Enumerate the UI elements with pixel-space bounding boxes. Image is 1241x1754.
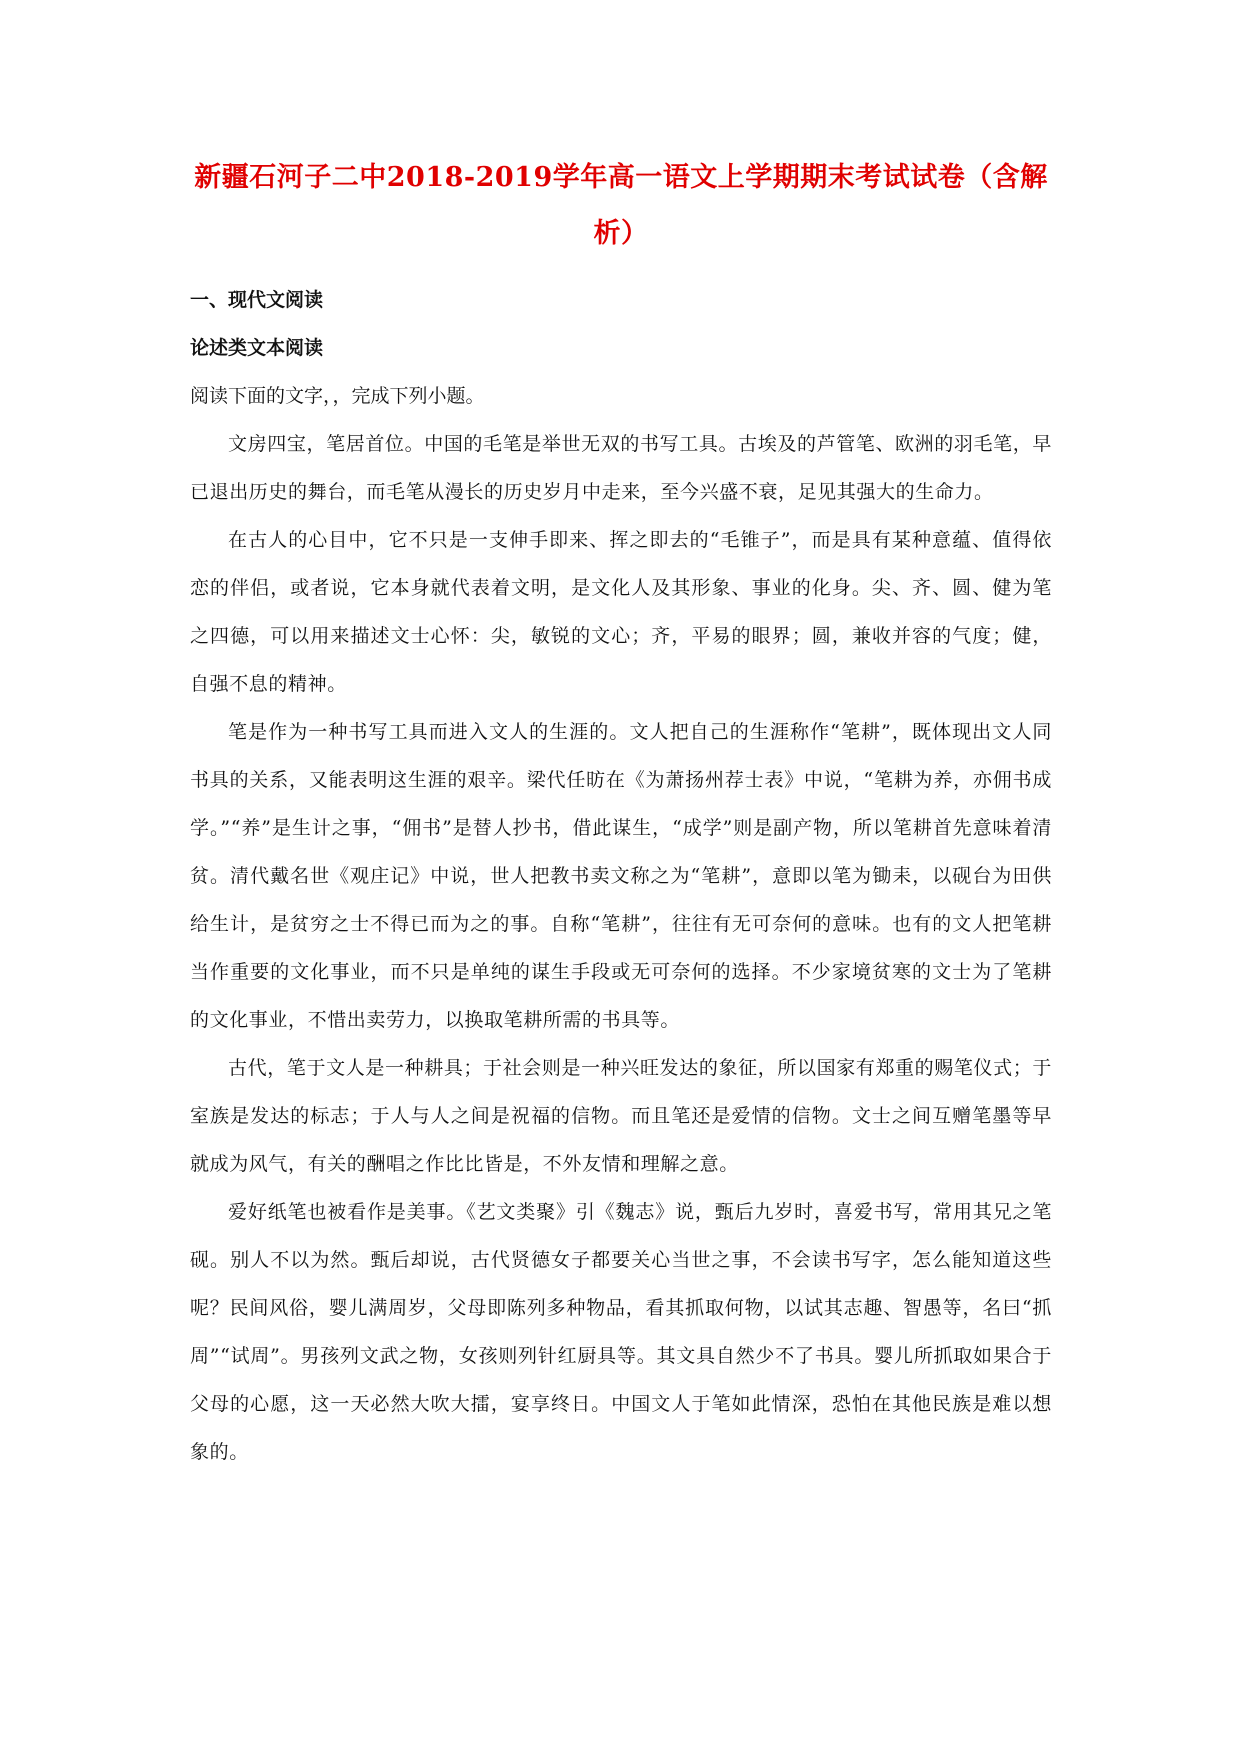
document-title: 新疆石河子二中2018-2019学年高一语文上学期期末考试试卷（含解析）: [194, 162, 1048, 249]
paragraph-5: 爱好纸笔也被看作是美事。《艺文类聚》引《魏志》说，甄后九岁时，喜爱书写，常用其兄之笔砚。别人不以为然。甄后却说，古代贤德女子都要关心当世之事，不会读书写字，怎么能知道这些呢？民间风俗，婴儿满周岁，父母即陈列多种物品，看其抓取何物，以试其志趣、智愚等，名曰“抓周”“试周”。男孩列文武之物，女孩则列针红厨具等。其文具自然少不了书具。婴儿所抓取如果合于父母的心愿，这一天必然大吹大擂，宴享终日。中国文人于笔如此情深，恐怕在其他民族是难以想象的。: [190, 1201, 1052, 1463]
paragraph-2: 在古人的心目中，它不只是一支伸手即来、挥之即去的“毛锥子”，而是具有某种意蕴、值得依恋的伴侣，或者说，它本身就代表着文明，是文化人及其形象、事业的化身。尖、齐、圆、健为笔之四德，可以用来描述文士心怀：尖，敏锐的文心；齐，平易的眼界；圆，兼收并容的气度；健，自强不息的精神。: [190, 529, 1052, 695]
reading-instruction: 阅读下面的文字，，完成下列小题。: [190, 385, 485, 407]
section-heading-argumentative-text: 论述类文本阅读: [190, 337, 324, 359]
paragraph-4: 古代，笔于文人是一种耕具；于社会则是一种兴旺发达的象征，所以国家有郑重的赐笔仪式；于室族是发达的标志；于人与人之间是祝福的信物。而且笔还是爱情的信物。文士之间互赠笔墨等早就成为风气，有关的酬唱之作比比皆是，不外友情和理解之意。: [190, 1057, 1052, 1175]
paragraph-3: 笔是作为一种书写工具而进入文人的生涯的。文人把自己的生涯称作“笔耕”，既体现出文人同书具的关系，又能表明这生涯的艰辛。梁代任昉在《为萧扬州荐士表》中说，“笔耕为养，亦佣书成学。”“养”是生计之事，“佣书”是替人抄书，借此谋生，“成学”则是副产物，所以笔耕首先意味着清贫。清代戴名世《观庄记》中说，世人把教书卖文称之为“笔耕”，意即以笔为锄耒，以砚台为田供给生计，是贫穷之士不得已而为之的事。自称“笔耕”，往往有无可奈何的意味。也有的文人把笔耕当作重要的文化事业，而不只是单纯的谋生手段或无可奈何的选择。不少家境贫寒的文士为了笔耕的文化事业，不惜出卖劳力，以换取笔耕所需的书具等。: [190, 721, 1052, 1031]
section-heading-modern-reading: 一、现代文阅读: [190, 289, 324, 311]
paragraph-1: 文房四宝，笔居首位。中国的毛笔是举世无双的书写工具。古埃及的芦管笔、欧洲的羽毛笔，早已退出历史的舞台，而毛笔从漫长的历史岁月中走来，至今兴盛不衰，足见其强大的生命力。: [190, 433, 1052, 503]
document-content: [190, 150, 1052, 1476]
